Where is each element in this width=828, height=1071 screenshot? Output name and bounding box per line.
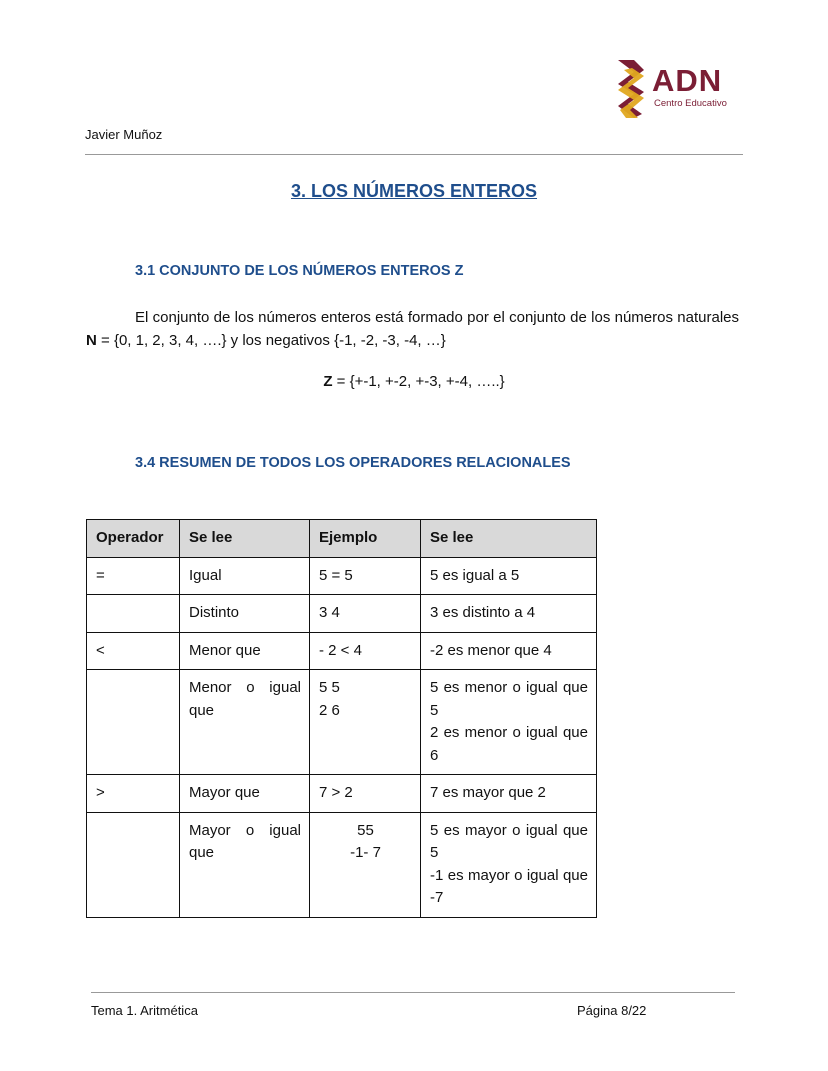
footer-divider	[91, 992, 735, 993]
cell-operator: >	[87, 775, 180, 813]
cell-reading	[421, 812, 597, 917]
cell-name: Mayor o igual que	[180, 812, 310, 917]
cell-reading: 5 es igual a 5	[421, 557, 597, 595]
table-header-row	[87, 520, 597, 558]
intro-paragraph	[86, 306, 739, 352]
table-row	[87, 775, 597, 813]
cell-reading: 7 es mayor que 2	[421, 775, 597, 813]
header-ejemplo: Ejemplo	[310, 520, 421, 558]
cell-operator: <	[87, 632, 180, 670]
cell-example: 3 4	[310, 595, 421, 633]
cell-operator	[87, 812, 180, 917]
cell-reading: -2 es menor que 4	[421, 632, 597, 670]
example-line: 5 5	[319, 679, 340, 696]
author-name: Javier Muñoz	[85, 127, 163, 142]
section-heading-operadores: 3.4 RESUMEN DE TODOS LOS OPERADORES RELACIONALES	[135, 455, 571, 471]
logo-subtitle: Centro Educativo	[654, 98, 727, 109]
table-row	[87, 632, 597, 670]
cell-name: Igual	[180, 557, 310, 595]
para-part2: = {0, 1, 2, 3, 4, ….} y los negativos {-1, -2, -3, -4, …}	[96, 332, 446, 349]
formula-z	[0, 373, 828, 390]
header-divider	[85, 154, 743, 155]
table-row	[87, 595, 597, 633]
para-part1: El conjunto de los números enteros está formado por el conjunto de los números naturales	[135, 309, 739, 326]
formula-rest: = {+-1, +-2, +-3, +-4, …..}	[332, 373, 505, 390]
example-line: -1- 7	[350, 844, 381, 861]
cell-operator	[87, 670, 180, 775]
reading-line: 2 es menor o igual que 6	[430, 724, 588, 764]
cell-name: Menor o igual que	[180, 670, 310, 775]
header-operador: Operador	[87, 520, 180, 558]
dna-logo-icon	[614, 58, 650, 120]
header-se-lee: Se lee	[180, 520, 310, 558]
cell-reading: 3 es distinto a 4	[421, 595, 597, 633]
cell-reading	[421, 670, 597, 775]
cell-example	[310, 670, 421, 775]
cell-example	[310, 812, 421, 917]
page-title-text: 3. LOS NÚMEROS ENTEROS	[290, 181, 538, 201]
reading-line: 5 es mayor o igual que 5	[430, 821, 588, 861]
adn-logo	[614, 58, 734, 120]
reading-line: 5 es menor o igual que 5	[430, 679, 588, 719]
formula-bold-z: Z	[323, 373, 333, 390]
table-row	[87, 670, 597, 775]
logo-text: ADN	[652, 63, 723, 98]
section-heading-conjunto: 3.1 CONJUNTO DE LOS NÚMEROS ENTEROS Z	[135, 263, 464, 279]
footer-page-number: Página 8/22	[577, 1003, 647, 1018]
operators-table	[86, 519, 597, 918]
para-bold-n: N	[86, 332, 97, 349]
cell-example: - 2 < 4	[310, 632, 421, 670]
cell-name: Menor que	[180, 632, 310, 670]
cell-example: 5 = 5	[310, 557, 421, 595]
table-row	[87, 812, 597, 917]
footer-topic: Tema 1. Aritmética	[91, 1003, 198, 1018]
page-title	[0, 181, 828, 202]
example-line: 2 6	[319, 701, 340, 719]
header-se-lee-2: Se lee	[421, 520, 597, 558]
cell-operator	[87, 595, 180, 633]
example-line: 55	[357, 821, 374, 839]
reading-line: -1 es mayor o igual que -7	[430, 866, 588, 906]
table-row	[87, 557, 597, 595]
cell-operator: =	[87, 557, 180, 595]
cell-name: Distinto	[180, 595, 310, 633]
cell-example: 7 > 2	[310, 775, 421, 813]
cell-name: Mayor que	[180, 775, 310, 813]
